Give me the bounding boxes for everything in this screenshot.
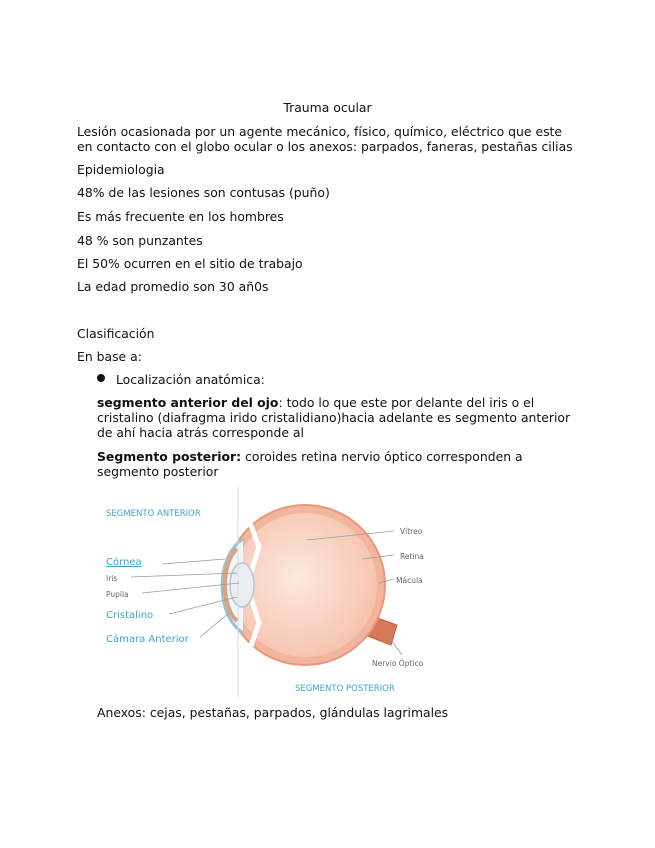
eye-anatomy-diagram	[97, 487, 429, 697]
epidemiology-item: La edad promedio son 30 añ0s	[77, 279, 269, 294]
label-segment-posterior: SEGMENTO POSTERIOR	[295, 684, 395, 694]
label-cornea: Córnea	[106, 557, 142, 568]
epidemiology-item: 48% de las lesiones son contusas (puño)	[77, 185, 330, 200]
label-iris: Iris	[106, 574, 118, 583]
posterior-term: Segmento posterior:	[97, 449, 242, 464]
definition-paragraph: Lesión ocasionada por un agente mecánico, físico, químico, eléctrico que este en contacto con el globo ocular o los anexos: parpados, faneras, pestañas cilias	[77, 124, 573, 154]
epidemiology-item: El 50% ocurren en el sitio de trabajo	[77, 256, 303, 271]
epidemiology-heading: Epidemiologia	[77, 162, 165, 177]
anterior-term: segmento anterior del ojo	[97, 395, 279, 410]
based-on-text: En base a:	[77, 349, 142, 364]
label-segment-anterior: SEGMENTO ANTERIOR	[106, 509, 201, 519]
label-macula: Mácula	[396, 576, 423, 585]
label-pupila: Pupila	[106, 590, 129, 599]
page-title: Trauma ocular	[283, 100, 372, 115]
bullet-item: Localización anatómica:	[116, 372, 265, 387]
bullet-dot-icon	[97, 374, 105, 382]
posterior-segment-paragraph	[97, 449, 575, 479]
anterior-description: : todo lo que este por delante del iris o el cristalino (diafragma irido cristalidiano)hacia adelante es segmento anterior de ahí hacia atrás corresponde al	[97, 395, 571, 440]
label-nervio-optico: Nervio Óptico	[372, 659, 424, 668]
epidemiology-item: Es más frecuente en los hombres	[77, 209, 284, 224]
lens-shape	[230, 563, 254, 607]
label-camara-anterior: Cámara Anterior	[106, 634, 189, 645]
annexes-text: Anexos: cejas, pestañas, parpados, glándulas lagrimales	[97, 705, 449, 720]
anterior-segment-paragraph	[97, 395, 575, 440]
label-cristalino: Cristalino	[106, 610, 154, 621]
classification-heading: Clasificación	[77, 326, 155, 341]
label-vitreo: Vítreo	[400, 527, 423, 536]
epidemiology-item: 48 % son punzantes	[77, 233, 203, 248]
posterior-description: coroides retina nervio óptico corresponden a segmento posterior	[97, 449, 523, 479]
label-retina: Retina	[400, 552, 424, 561]
